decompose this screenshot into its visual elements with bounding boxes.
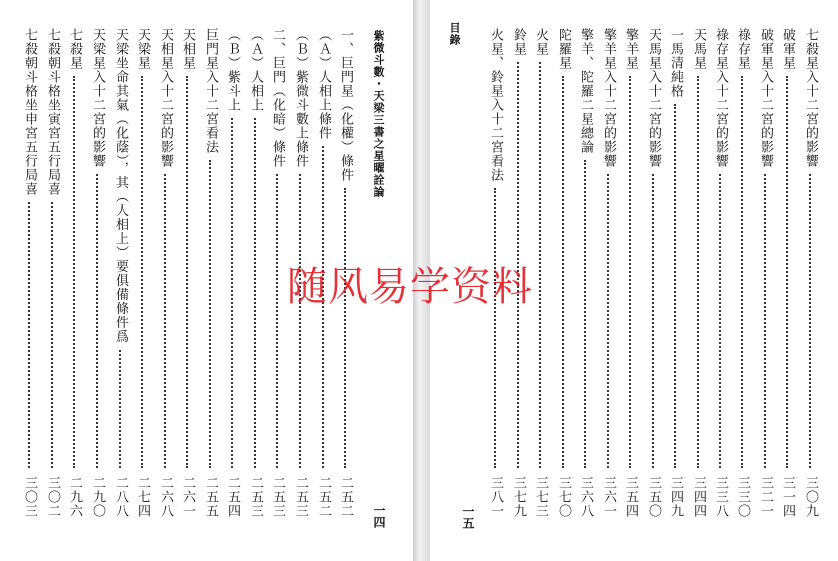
toc-entry (688, 0, 708, 561)
toc-entry-title: 天馬星 (691, 28, 706, 70)
dot-leader (119, 350, 121, 468)
toc-entry-title: 七殺朝斗格坐寅宮五行局喜 (45, 28, 60, 196)
toc-entry (42, 0, 62, 561)
toc-entry-page: 三四九 (668, 476, 683, 518)
toc-entry-page: 二九六 (67, 476, 82, 518)
dot-leader (809, 174, 811, 468)
toc-entry-page: 三三八 (713, 476, 728, 518)
dot-leader (786, 76, 788, 468)
dot-leader (231, 118, 233, 468)
toc-entry (755, 0, 775, 561)
toc-entry-title: 天相星入十二宮的影響 (158, 28, 173, 168)
toc-entry-page: 二五三 (248, 476, 263, 518)
dot-leader (494, 188, 496, 468)
toc-entry-page: 二八八 (113, 476, 128, 518)
watermark-text: 随风易学资料 (287, 264, 533, 310)
dot-leader (607, 174, 609, 468)
toc-entry (267, 0, 287, 561)
toc-entry-title: 天相星 (180, 28, 195, 70)
toc-entry-title: 破軍星入十二宮的影響 (758, 28, 773, 168)
dot-leader (764, 174, 766, 468)
toc-entry (64, 0, 84, 561)
toc-entry (132, 0, 152, 561)
page-folio: 一四 (372, 504, 386, 528)
dot-leader (209, 160, 211, 468)
toc-entry (777, 0, 797, 561)
toc-entry-page: 三一四 (780, 476, 795, 518)
dot-leader (51, 202, 53, 468)
toc-entry-page: 三〇三 (22, 476, 37, 518)
toc-entry (800, 0, 820, 561)
toc-entry-title: 七殺朝斗格坐申宮五行局喜 (22, 28, 37, 196)
toc-entry-title: 陀羅星 (556, 28, 571, 70)
dot-leader (186, 76, 188, 468)
toc-entry-page: 三七〇 (556, 476, 571, 518)
toc-entry-title: 天梁星 (135, 28, 150, 70)
toc-entry-title: （Ｂ）紫斗上 (225, 28, 240, 112)
toc-entry-page: 三七九 (511, 476, 526, 518)
toc-entry-page: 二七四 (135, 476, 150, 518)
dot-leader (652, 174, 654, 468)
toc-entry-page: 三六一 (601, 476, 616, 518)
dot-leader (299, 174, 301, 468)
toc-entry-page: 三五〇 (646, 476, 661, 518)
toc-entry-page: 二六一 (180, 476, 195, 518)
toc-entry-title: 擎羊星入十二宮的影響 (601, 28, 616, 168)
toc-entry-title: 天梁坐命其氣（化蔭），其（人相上）要俱備條件爲 (113, 28, 128, 344)
toc-entry (177, 0, 197, 561)
toc-entry (710, 0, 730, 561)
toc-entry (665, 0, 685, 561)
toc-entry-page: 二九〇 (90, 476, 105, 518)
toc-entry-page: 三七三 (533, 476, 548, 518)
dot-leader (584, 160, 586, 468)
toc-entry-page: 二六八 (158, 476, 173, 518)
dot-leader (141, 76, 143, 468)
toc-entry-title: 火星、鈴星入十二宮看法 (488, 28, 503, 182)
toc-entry-page: 二五三 (270, 476, 285, 518)
toc-entry-page: 三二一 (758, 476, 773, 518)
toc-entry (643, 0, 663, 561)
dot-leader (741, 76, 743, 468)
dot-leader (674, 104, 676, 468)
toc-entry (245, 0, 265, 561)
toc-entry-page: 三四四 (691, 476, 706, 518)
toc-entry-page: 三六八 (578, 476, 593, 518)
dot-leader (96, 174, 98, 468)
toc-entry (200, 0, 220, 561)
toc-entry-title: 破軍星 (780, 28, 795, 70)
toc-entry-title: 天梁星入十二宮的影響 (90, 28, 105, 168)
dot-leader (344, 188, 346, 468)
toc-entry-title: 祿存星入十二宮的影響 (713, 28, 728, 168)
toc-entry (87, 0, 107, 561)
toc-entry-title: 七殺星 (67, 28, 82, 70)
toc-entry-page: 三五四 (623, 476, 638, 518)
section-label: 目錄 (448, 22, 461, 46)
dot-leader (276, 174, 278, 468)
dot-leader (164, 174, 166, 468)
toc-entry-title: 七殺星入十二宮的影響 (803, 28, 818, 168)
toc-entry-title: 祿存星 (735, 28, 750, 70)
dot-leader (562, 76, 564, 468)
toc-entry-title: 二、巨門（化暗）條件 (270, 28, 285, 168)
dot-leader (719, 174, 721, 468)
toc-entry-page: 三〇二 (45, 476, 60, 518)
toc-entry-title: （Ａ）人相上條件 (316, 28, 331, 140)
toc-entry-page: 二五二 (338, 476, 353, 518)
toc-entry-title: 火星 (533, 28, 548, 56)
toc-entry (19, 0, 39, 561)
toc-entry-title: 天馬星入十二宮的影響 (646, 28, 661, 168)
toc-entry (598, 0, 618, 561)
toc-entry-title: 一、巨門星（化權）條件 (338, 28, 353, 182)
dot-leader (697, 76, 699, 468)
dot-leader (254, 118, 256, 468)
toc-entry-title: 巨門星入十二宮看法 (203, 28, 218, 154)
toc-entry-page: 三三〇 (735, 476, 750, 518)
toc-entry (575, 0, 595, 561)
toc-entry-title: 鈴星 (511, 28, 526, 56)
toc-entry-page: 二五五 (203, 476, 218, 518)
toc-entry-title: （Ａ）人相上 (248, 28, 263, 112)
dot-leader (28, 202, 30, 468)
toc-entry-title: 擎羊星 (623, 28, 638, 70)
toc-entry-title: 擎羊、陀羅二星總論 (578, 28, 593, 154)
dot-leader (629, 76, 631, 468)
running-header: 紫微斗數・天梁三書之星曜詮論 (372, 30, 385, 198)
toc-entry (732, 0, 752, 561)
toc-entry-page: 二五二 (316, 476, 331, 518)
toc-entry-page: 二五三 (293, 476, 308, 518)
toc-entry (620, 0, 640, 561)
toc-entry-page: 三〇九 (803, 476, 818, 518)
toc-entry (222, 0, 242, 561)
toc-entry-title: 一馬清純格 (668, 28, 683, 98)
page-folio: 一五 (461, 505, 475, 529)
toc-entry-title: （Ｂ）紫微斗數上條件 (293, 28, 308, 168)
dot-leader (73, 76, 75, 468)
toc-entry-page: 三八一 (488, 476, 503, 518)
toc-entry (110, 0, 130, 561)
toc-entry (155, 0, 175, 561)
toc-entry-page: 二五四 (225, 476, 240, 518)
